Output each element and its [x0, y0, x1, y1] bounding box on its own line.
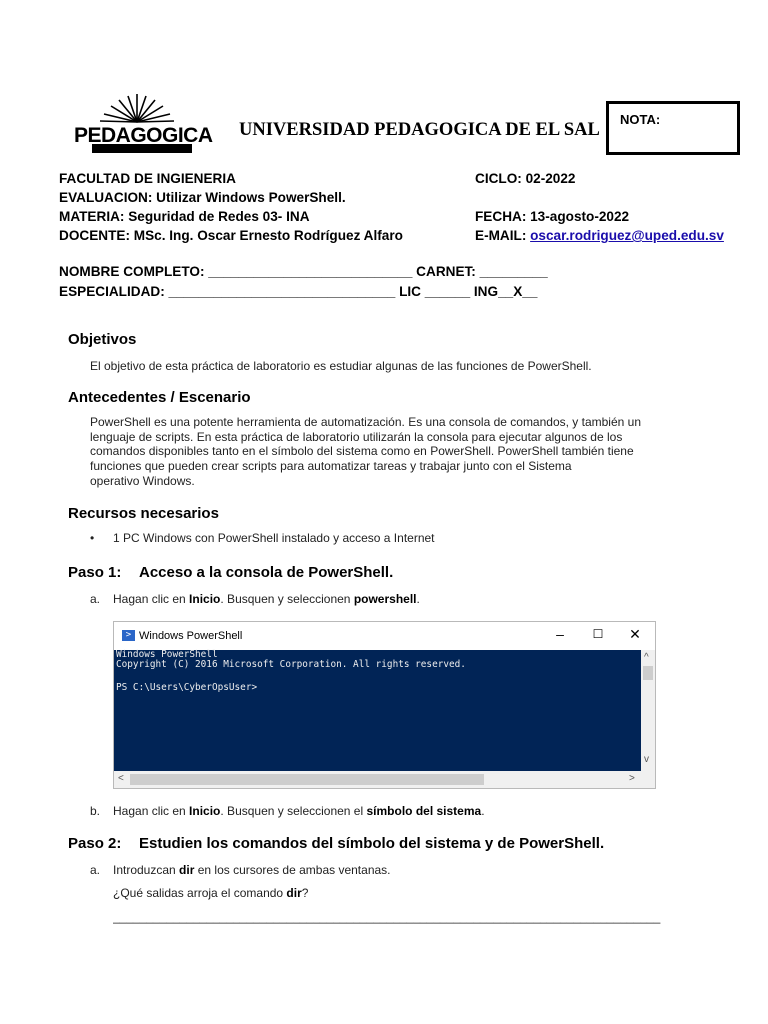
university-title: UNIVERSIDAD PEDAGOGICA DE EL SAL	[239, 120, 600, 140]
objetivos-text: El objetivo de esta práctica de laboratorio es estudiar algunas de las funciones de PowerShell.	[90, 359, 592, 373]
antecedentes-line: comandos disponibles tanto en el símbolo del sistema como en PowerShell. PowerShell también tiene	[90, 444, 634, 459]
antecedentes-line: lenguaje de scripts. En esta práctica de laboratorio utilizarán la consola para ejecutar algunos de los	[90, 429, 623, 444]
scroll-left-icon[interactable]: <	[118, 773, 124, 784]
paso1-title: Acceso a la consola de PowerShell.	[139, 564, 394, 581]
logo-wordmark: PEDAGOGICA	[74, 124, 213, 147]
paso1-b-marker: b.	[90, 804, 101, 818]
paso1-a-text	[113, 592, 420, 606]
scroll-right-icon[interactable]: >	[629, 773, 635, 784]
paso2-label: Paso 2:	[68, 835, 122, 852]
text-run: .	[481, 804, 485, 818]
fecha: FECHA: 13-agosto-2022	[475, 209, 630, 224]
console-line: Copyright (C) 2016 Microsoft Corporation. All rights reserved.	[116, 659, 466, 670]
docente: DOCENTE: MSc. Ing. Oscar Ernesto Rodríguez Alfaro	[59, 228, 403, 243]
paso2-question	[113, 886, 308, 900]
bold-run: Inicio	[189, 804, 221, 818]
materia: MATERIA: Seguridad de Redes 03- INA	[59, 209, 310, 224]
powershell-window	[113, 621, 656, 789]
console-prompt: PS C:\Users\CyberOpsUser>	[116, 682, 258, 693]
answer-line[interactable]: __________________________________________________________________________________	[113, 910, 661, 924]
nombre-completo-line: NOMBRE COMPLETO: ___________________________ CARNET: _________	[59, 264, 548, 279]
email-label: E-MAIL:	[475, 228, 531, 243]
text-run: Hagan clic en	[113, 592, 190, 606]
paso2-title: Estudien los comandos del símbolo del sistema y de PowerShell.	[139, 835, 605, 852]
scroll-down-icon[interactable]: v	[644, 754, 649, 765]
paso1-a-marker: a.	[90, 592, 101, 606]
bold-run: símbolo del sistema	[366, 804, 482, 818]
ciclo: CICLO: 02-2022	[475, 171, 576, 186]
facultad: FACULTAD DE INGIENERIA	[59, 171, 236, 186]
powershell-titlebar	[114, 622, 655, 650]
antecedentes-text	[90, 415, 641, 489]
powershell-icon: >	[122, 630, 135, 641]
nota-label: NOTA:	[620, 112, 661, 127]
recursos-bullet: •	[90, 531, 95, 545]
console-line: Windows PowerShell	[116, 649, 218, 660]
antecedentes-line: operativo Windows.	[90, 473, 195, 488]
powershell-title: Windows PowerShell	[139, 630, 243, 642]
text-run: .	[416, 592, 420, 606]
antecedentes-line: funciones que pueden crear scripts para automatizar tareas y trabajar junto con el Sistema	[90, 459, 572, 474]
antecedentes-heading: Antecedentes / Escenario	[68, 389, 251, 406]
text-run: Introduzcan	[113, 863, 180, 877]
vertical-scrollbar[interactable]	[641, 650, 655, 771]
text-run: ¿Qué salidas arroja el comando	[113, 886, 287, 900]
bold-run: dir	[286, 886, 302, 900]
email-row	[475, 228, 724, 243]
text-run: en los cursores de ambas ventanas.	[194, 863, 391, 877]
scroll-thumb[interactable]	[130, 774, 484, 785]
paso2-a-marker: a.	[90, 863, 101, 877]
minimize-button[interactable]: –	[556, 626, 564, 642]
bold-run: Inicio	[189, 592, 221, 606]
email-link[interactable]: oscar.rodriguez@uped.edu.sv	[530, 228, 724, 243]
text-run: . Busquen y seleccionen el	[220, 804, 367, 818]
maximize-button[interactable]: ☐	[592, 627, 604, 641]
recursos-item: 1 PC Windows con PowerShell instalado y acceso a Internet	[113, 531, 435, 545]
antecedentes-line: PowerShell es una potente herramienta de automatización. Es una consola de comandos, y también un	[90, 415, 642, 429]
paso1-label: Paso 1:	[68, 564, 122, 581]
text-run: ?	[301, 886, 309, 900]
nota-box	[606, 101, 740, 155]
paso2-a-text	[113, 863, 391, 877]
text-run: . Busquen y seleccionen	[220, 592, 354, 606]
logo-tagline: ILUMINA Y LIBERA	[96, 153, 147, 158]
scroll-thumb[interactable]	[643, 666, 653, 680]
especialidad-line: ESPECIALIDAD: ______________________________ LIC ______ ING__X__	[59, 284, 538, 299]
text-run: Hagan clic en	[113, 804, 190, 818]
recursos-heading: Recursos necesarios	[68, 505, 219, 522]
evaluacion: EVALUACION: Utilizar Windows PowerShell.	[59, 190, 346, 205]
bold-run: powershell	[353, 592, 417, 606]
bold-run: dir	[179, 863, 195, 877]
powershell-console[interactable]	[114, 650, 641, 771]
horizontal-scrollbar[interactable]	[114, 771, 655, 788]
close-button[interactable]: ✕	[629, 626, 641, 642]
objetivos-heading: Objetivos	[68, 331, 137, 348]
scroll-up-icon[interactable]: ^	[644, 652, 649, 663]
paso1-b-text	[113, 804, 485, 818]
